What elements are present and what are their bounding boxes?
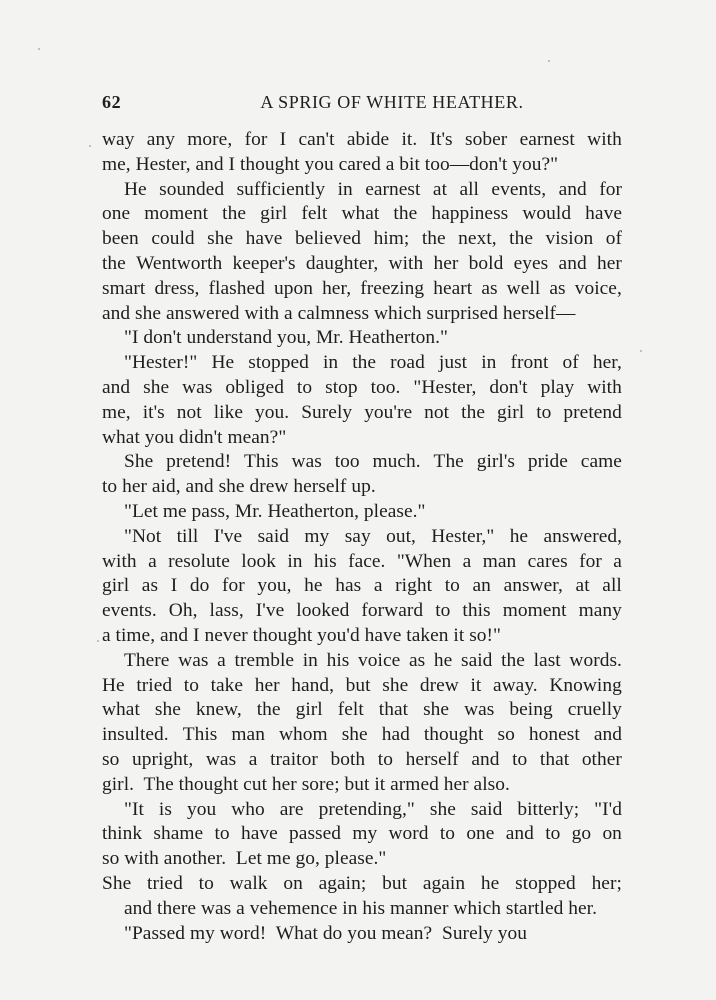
- body-text: [102, 128, 622, 946]
- text-line: and there was a vehemence in his manner which startled her.: [124, 897, 597, 919]
- text-line: with a resolute look in his face. "When a man cares for a: [102, 550, 622, 572]
- text-line: He sounded sufficiently in earnest at all events, and for: [124, 178, 622, 200]
- text-line: She tried to walk on again; but again he stopped her;: [102, 872, 622, 894]
- text-line: to her aid, and she drew herself up.: [102, 476, 376, 498]
- page-number: 62: [102, 92, 122, 112]
- paper-speck: [640, 350, 642, 352]
- text-line: what you didn't mean?": [102, 426, 287, 448]
- text-line: There was a tremble in his voice as he said the last words.: [124, 649, 622, 671]
- text-line: so upright, was a traitor both to herself and to that other: [102, 748, 622, 770]
- paper-speck: [97, 640, 99, 642]
- text-line: "Hester!" He stopped in the road just in front of her,: [124, 352, 622, 374]
- text-line: and she answered with a calmness which surprised herself—: [102, 302, 576, 324]
- paper-speck: [38, 48, 40, 50]
- text-line: the Wentworth keeper's daughter, with her bold eyes and her: [102, 252, 622, 274]
- paper-speck: [89, 145, 91, 147]
- text-line: one moment the girl felt what the happiness would have: [102, 203, 622, 225]
- text-line: what she knew, the girl felt that she was being cruelly: [102, 699, 622, 721]
- text-line: events. Oh, lass, I've looked forward to this moment many: [102, 600, 622, 622]
- paper-speck: [548, 60, 550, 62]
- page-header: [102, 92, 622, 116]
- text-line: "It is you who are pretending," she said bitterly; "I'd: [124, 798, 622, 820]
- text-line: think shame to have passed my word to one and to go on: [102, 823, 622, 845]
- text-line: me, Hester, and I thought you cared a bit too—don't you?": [102, 153, 559, 175]
- text-line: been could she have believed him; the next, the vision of: [102, 228, 622, 250]
- text-line: girl. The thought cut her sore; but it armed her also.: [102, 773, 510, 795]
- text-line: girl as I do for you, he has a right to an answer, at all: [102, 575, 622, 597]
- text-line: "Not till I've said my say out, Hester," he answered,: [124, 525, 622, 547]
- text-line: way any more, for I can't abide it. It's sober earnest with: [102, 129, 622, 150]
- text-line: so with another. Let me go, please.": [102, 848, 387, 870]
- text-line: He tried to take her hand, but she drew it away. Knowing: [102, 674, 622, 696]
- running-head: A SPRIG OF WHITE HEATHER.: [260, 92, 524, 112]
- text-line: She pretend! This was too much. The girl's pride came: [124, 451, 622, 473]
- text-line: "Let me pass, Mr. Heatherton, please.": [124, 500, 426, 522]
- text-line: and she was obliged to stop too. "Hester, don't play with: [102, 376, 622, 398]
- text-line: insulted. This man whom she had thought so honest and: [102, 724, 622, 746]
- text-line: a time, and I never thought you'd have taken it so!": [102, 624, 502, 646]
- text-line: smart dress, flashed upon her, freezing heart as well as voice,: [102, 277, 622, 299]
- text-line: "Passed my word! What do you mean? Surely you: [124, 922, 528, 944]
- text-line: "I don't understand you, Mr. Heatherton.": [124, 327, 449, 349]
- text-line: me, it's not like you. Surely you're not the girl to pretend: [102, 401, 622, 423]
